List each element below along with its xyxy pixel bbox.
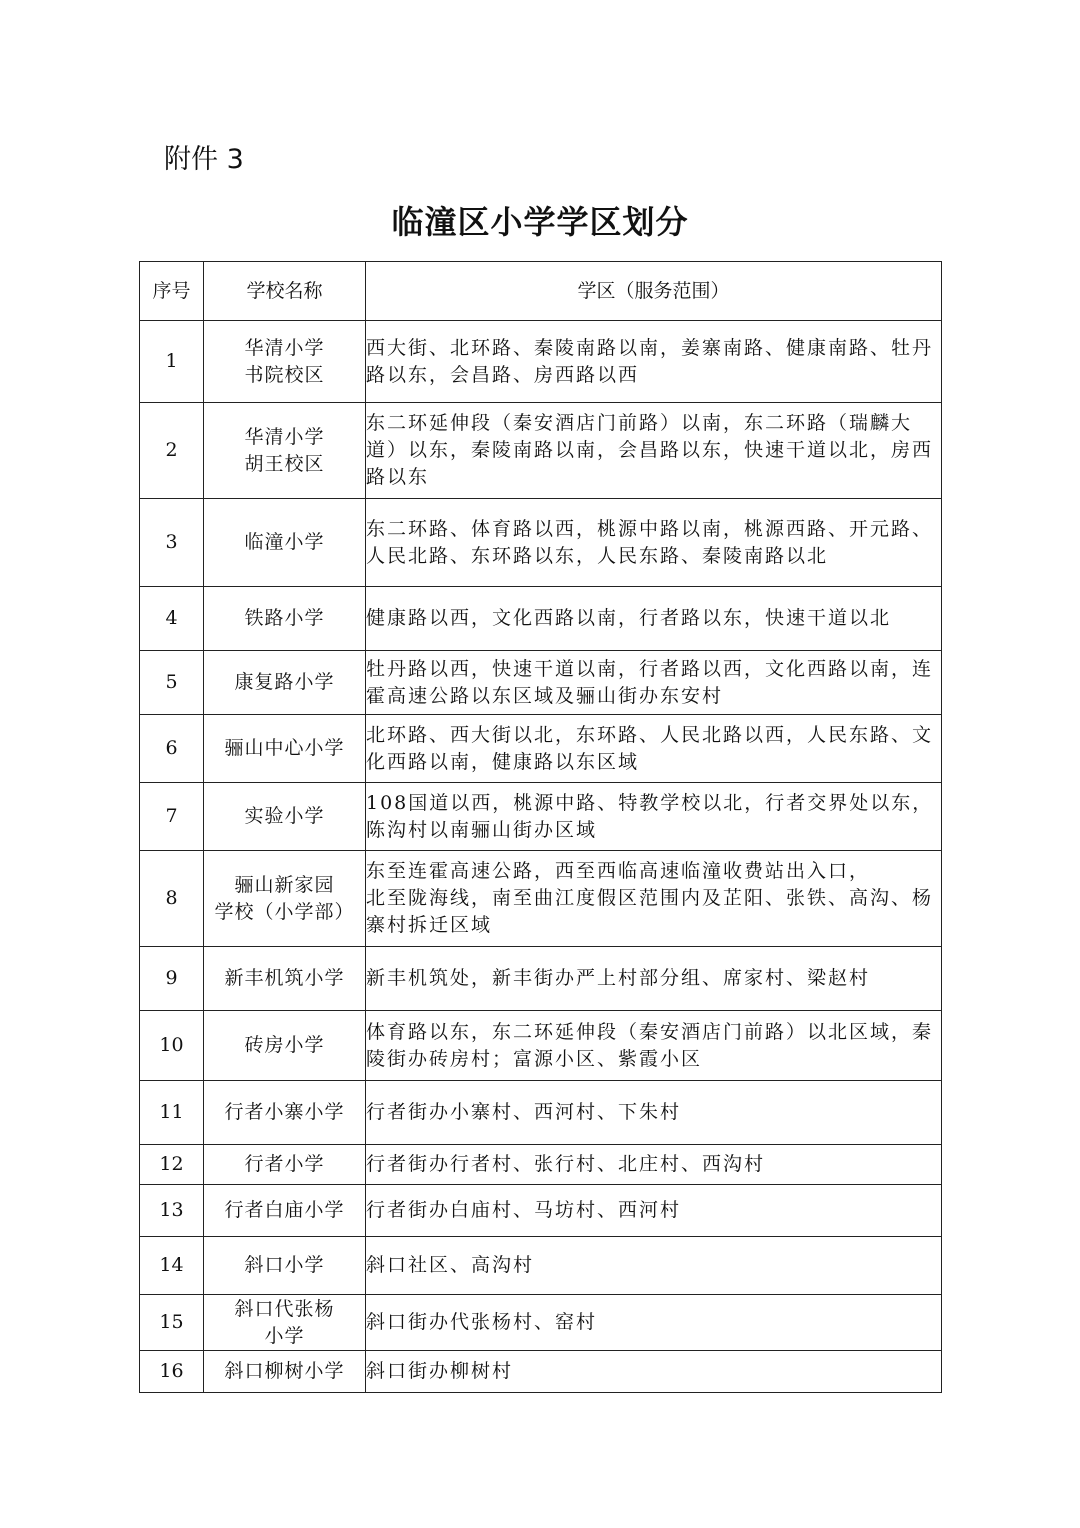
- service-zone-cell: 东二环路、体育路以西，桃源中路以南，桃源西路、开元路、人民北路、东环路以东，人民东路、秦陵南路以北: [366, 499, 942, 587]
- table-row: [140, 1081, 942, 1145]
- service-zone-cell: 健康路以西，文化西路以南，行者路以东，快速干道以北: [366, 587, 942, 651]
- row-number: 10: [140, 1011, 204, 1081]
- school-name-cell: [204, 851, 366, 947]
- school-name-line: 临潼小学: [244, 531, 325, 553]
- table-row: [140, 1351, 942, 1393]
- school-name-line: 砖房小学: [244, 1034, 325, 1056]
- school-name-cell: [204, 1185, 366, 1237]
- school-name-line: 实验小学: [244, 805, 325, 827]
- school-name-line: 胡王校区: [244, 452, 325, 475]
- school-name-cell: [204, 1011, 366, 1081]
- table-row: [140, 947, 942, 1011]
- row-number: 4: [140, 587, 204, 651]
- service-zone-cell: 东二环延伸段（秦安酒店门前路）以南，东二环路（瑞麟大道）以东，秦陵南路以南，会昌路以东，快速干道以北，房西路以东: [366, 403, 942, 499]
- row-number: 1: [140, 321, 204, 403]
- school-name-line: 斜口代张杨: [234, 1297, 335, 1320]
- row-number: 9: [140, 947, 204, 1011]
- attachment-label: 附件 3: [164, 144, 244, 175]
- service-zone-cell: 西大街、北环路、秦陵南路以南，姜寨南路、健康南路、牡丹路以东，会昌路、房西路以西: [366, 321, 942, 403]
- table-row: [140, 1011, 942, 1081]
- school-name-line: 小学: [264, 1324, 305, 1347]
- school-name-line: 骊山新家园: [234, 873, 335, 896]
- school-name-line: 斜口小学: [244, 1254, 325, 1276]
- service-zone-cell: 牡丹路以西，快速干道以南，行者路以西，文化西路以南，连霍高速公路以东区域及骊山街办东安村: [366, 651, 942, 715]
- service-zone-cell: 行者街办小寨村、西河村、下朱村: [366, 1081, 942, 1145]
- school-zone-table: [139, 261, 942, 1393]
- school-name-cell: [204, 651, 366, 715]
- school-name-cell: [204, 947, 366, 1011]
- school-name-line: 行者白庙小学: [224, 1199, 345, 1221]
- table-row: [140, 1237, 942, 1295]
- school-name-line: 华清小学: [244, 336, 325, 359]
- row-number: 14: [140, 1237, 204, 1295]
- row-number: 6: [140, 715, 204, 783]
- row-number: 3: [140, 499, 204, 587]
- row-number: 12: [140, 1145, 204, 1185]
- school-name-line: 行者小寨小学: [224, 1101, 345, 1123]
- service-zone-cell: 108国道以西，桃源中路、特教学校以北，行者交界处以东，陈沟村以南骊山街办区域: [366, 783, 942, 851]
- school-name-line: 康复路小学: [234, 671, 335, 693]
- service-zone-cell: 北环路、西大街以北，东环路、人民北路以西，人民东路、文化西路以南，健康路以东区域: [366, 715, 942, 783]
- row-number: 16: [140, 1351, 204, 1393]
- school-name-cell: [204, 1081, 366, 1145]
- school-name-line: 斜口柳树小学: [224, 1360, 345, 1382]
- service-zone-cell: 行者街办行者村、张行村、北庄村、西沟村: [366, 1145, 942, 1185]
- school-name-line: 行者小学: [244, 1153, 325, 1175]
- school-name-cell: [204, 403, 366, 499]
- document-title: 临潼区小学学区划分: [391, 203, 689, 241]
- school-name-line: 学校（小学部）: [214, 900, 355, 923]
- school-name-cell: [204, 1351, 366, 1393]
- header-zone: 学区（服务范围）: [366, 262, 942, 321]
- table-row: [140, 851, 942, 947]
- service-zone-cell: 斜口街办代张杨村、窑村: [366, 1295, 942, 1351]
- row-number: 2: [140, 403, 204, 499]
- school-name-cell: [204, 1237, 366, 1295]
- row-number: 5: [140, 651, 204, 715]
- school-name-cell: [204, 715, 366, 783]
- row-number: 8: [140, 851, 204, 947]
- service-zone-cell: 行者街办白庙村、马坊村、西河村: [366, 1185, 942, 1237]
- table-row: [140, 715, 942, 783]
- row-number: 13: [140, 1185, 204, 1237]
- table-row: [140, 499, 942, 587]
- table-row: [140, 651, 942, 715]
- school-name-cell: [204, 499, 366, 587]
- service-zone-cell: 斜口街办柳树村: [366, 1351, 942, 1393]
- school-name-cell: [204, 587, 366, 651]
- header-no: 序号: [140, 262, 204, 321]
- table-row: [140, 403, 942, 499]
- table-row: [140, 783, 942, 851]
- table-row: [140, 321, 942, 403]
- service-zone-cell: 斜口社区、高沟村: [366, 1237, 942, 1295]
- school-name-line: 骊山中心小学: [224, 737, 345, 759]
- table-header-row: [140, 262, 942, 321]
- school-name-line: 华清小学: [244, 425, 325, 448]
- service-zone-cell: 东至连霍高速公路，西至西临高速临潼收费站出入口， 北至陇海线，南至曲江度假区范围内及芷阳、张铁、高沟、杨寨村拆迁区域: [366, 851, 942, 947]
- table-row: [140, 1185, 942, 1237]
- table-row: [140, 587, 942, 651]
- row-number: 11: [140, 1081, 204, 1145]
- school-name-line: 书院校区: [244, 363, 325, 386]
- table-body: [140, 321, 942, 1393]
- service-zone-cell: 新丰机筑处，新丰街办严上村部分组、席家村、梁赵村: [366, 947, 942, 1011]
- school-name-cell: [204, 1295, 366, 1351]
- row-number: 15: [140, 1295, 204, 1351]
- school-name-cell: [204, 1145, 366, 1185]
- row-number: 7: [140, 783, 204, 851]
- school-name-cell: [204, 321, 366, 403]
- table-row: [140, 1295, 942, 1351]
- header-school: 学校名称: [204, 262, 366, 321]
- school-name-line: 新丰机筑小学: [224, 967, 345, 989]
- table-row: [140, 1145, 942, 1185]
- service-zone-cell: 体育路以东，东二环延伸段（秦安酒店门前路）以北区域，秦陵街办砖房村；富源小区、紫霞小区: [366, 1011, 942, 1081]
- school-name-line: 铁路小学: [244, 607, 325, 629]
- school-name-cell: [204, 783, 366, 851]
